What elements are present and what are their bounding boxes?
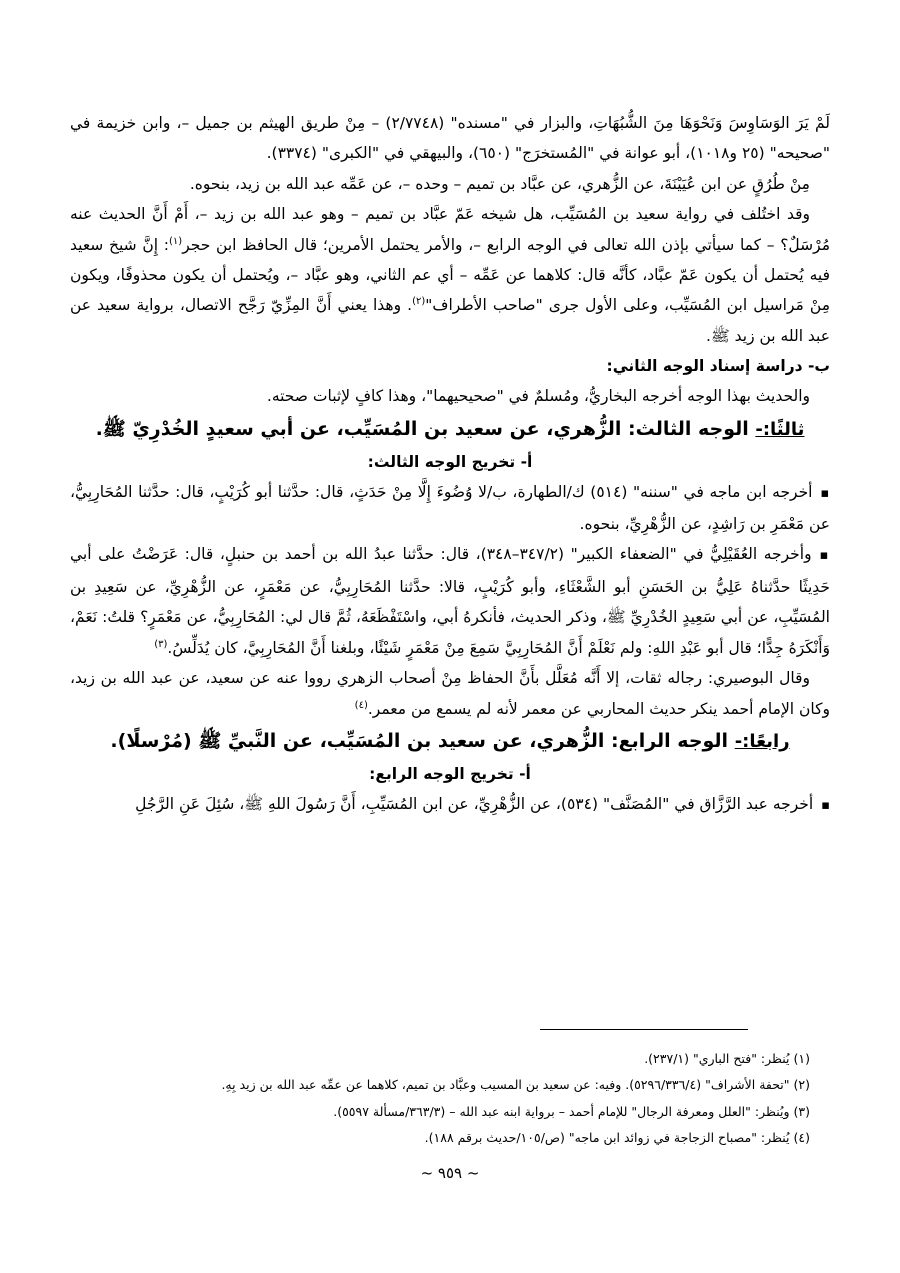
paragraph-8: ▪ أخرجه عبد الرَّزَّاق في "المُصَنَّف" (٥٣٤)، عن الزُّهْرِيِّ، عن ابن المُسَيِّبِ، أَنَّ رَسُولَ اللهِ ﷺ، سُئِلَ عَنِ الرَّجُلِ [70, 789, 830, 821]
paragraph-6 [70, 539, 830, 663]
heading-takhrij-third: أ- تخريج الوجه الثالث: [367, 452, 533, 471]
paragraph-7 [70, 663, 830, 724]
paragraph-7-text: وقال البوصيري: رجاله ثقات، إلا أَنَّه مُعَلَّل بأَنَّ الحفاظ مِنْ أصحاب الزهري رووا عنه عن سعيد، عن عبد الله بن زيد، وكان الإمام أحمد ينكر حديث المحاربي عن معمر لأنه لم يسمع من معمر. [70, 669, 830, 718]
paragraph-6-text: وأخرجه العُقَيْلِيُّ في "الضعفاء الكبير" (٣٤٧/٢–٣٤٨)، قال: حدَّثنا عبدُ الله بن أحمد بن حنبلٍ، قال: عَرَضْتُ على أبي حَدِيثًا حدَّثناهُ عَلِيُّ بن الحَسَنِ أبو الشَّعْثَاءِ، وأبو كُرَيْبٍ، قالا: حدَّثنا المُحَارِبِيُّ، عن مَعْمَرٍ، عن الزُّهْرِيِّ، عن سَعِيدِ بن المُسَيِّبِ، عن أبي سَعِيدٍ الخُدْرِيِّ ﷺ، وذكر الحديث، فأنكرهُ أبي، واسْتَفْظَعَهُ، ثُمَّ قال لي: المُحَارِبِيُّ، عن مَعْمَرٍ؟ قلتُ: نَعَمْ، وَأَنْكَرَهُ جِدًّا؛ قال أبو عَبْدِ اللهِ: ولم نَعْلَمْ أَنَّ المُحَارِبِيَّ سَمِعَ مِنْ مَعْمَرٍ شَيْئًا، وبلغنا أَنَّ المُحَارِبِيَّ، كان يُدَلِّسُ. [70, 545, 830, 657]
footnote-ref-1[interactable]: (١) [169, 235, 183, 247]
paragraph-5: ▪ أخرجه ابن ماجه في "سننه" (٥١٤) ك/الطهارة، ب/لا وُضُوءَ إِلَّا مِنْ حَدَثٍ، قال: حدَّثنا أبو كُرَيْبٍ، قال: حدَّثنا المُحَارِبِيُّ، عن مَعْمَرِ بن رَاشِدٍ، عن الزُّهْرِيِّ، بنحوه. [70, 477, 830, 540]
page-body [70, 108, 830, 821]
heading-third-prefix: ثالثًا:- [755, 418, 805, 440]
heading-fourth-title: الوجه الرابع: الزُّهري، عن سعيد بن المُسَيِّب، عن النَّبيِّ ﷺ (مُرْسلًا). [110, 729, 735, 752]
heading-fourth-prefix: رابعًا:- [734, 730, 790, 752]
heading-third-aspect [70, 412, 830, 447]
footnote-1: (١) يُنظر: "فتح الباري" (٢٣٧/١). [644, 1051, 810, 1066]
paragraph-4: والحديث بهذا الوجه أخرجه البخاريُّ، ومُسلمٌ في "صحيحيهما"، وهذا كافٍ لإثبات صحته. [266, 387, 810, 406]
footnote-2: (٢) "تحفة الأشراف" (٥٢٩٦/٣٣٦/٤). وفيه: عن سعيد بن المسيب وعبَّاد بن تميم، كلاهما عن عمِّه عبد الله بن زيد بِهِ. [221, 1077, 810, 1093]
footnote-ref-2[interactable]: (٢) [412, 296, 426, 308]
paragraph-3-end: . وهذا يعني أَنَّ المِزِّيّ رَجَّح الاتصال، برواية سعيد عن عبد الله بن زيد ﷺ. [70, 296, 830, 345]
paragraph-3-text: وقد اختُلف في رواية سعيد بن المُسَيِّب، هل شيخه عَمّ عبَّاد بن تميم – وهو عبد الله بن زيد –، أَمْ أَنَّ الحديث عنه مُرْسَلٌ؟ – كما سيأتي بإذن الله تعالى في الوجه الرابع –، والأمر يحتمل الأمرين؛ قال الحافظ ابن حجر [70, 205, 830, 254]
footnote-ref-3[interactable]: (٣) [154, 638, 168, 650]
heading-fourth-aspect [70, 724, 830, 759]
heading-takhrij-fourth: أ- تخريج الوجه الرابع: [369, 764, 531, 783]
heading-study-second: ب- دراسة إسناد الوجه الثاني: [606, 357, 830, 376]
footnote-ref-4[interactable]: (٤) [354, 699, 368, 711]
page-number: ~ ٩٥٩ ~ [420, 1164, 480, 1182]
paragraph-3-continued: : إِنَّ شيخ سعيد فيه يُحتمل أن يكون عَمّ عبَّاد، كأنَّه قال: كلاهما عن عَمِّه – أي عم الثاني، وهو عبَّاد –، ويُحتمل أن يكون محذوفًا، ويكون مِنْ مَراسيل ابن المُسَيِّب، وعلى الأول جرى "صاحب الأطراف" [70, 235, 831, 315]
footnote-divider [540, 1029, 748, 1030]
heading-third-title: الوجه الثالث: الزُّهري، عن سعيد بن المُسَيِّب، عن أبي سعيدٍ الخُدْرِيّ ﷺ. [95, 417, 756, 440]
paragraph-3 [70, 199, 830, 351]
footnote-3: (٣) ويُنظر: "العلل ومعرفة الرجال" للإمام أحمد – برواية ابنه عبد الله – (٣٦٣/٣/مسألة ٥٥٩٧). [333, 1103, 810, 1119]
paragraph-1: لَمْ يَرَ الوَسَاوِسَ وَنَحْوَهَا مِنَ الشُّبُهَاتِ، والبزار في "مسنده" (٢/٧٧٤٨) – مِنْ طريق الهيثم بن جميل –، وابن خزيمة في "صحيحه" (٢٥ و١٠١٨)، أبو عوانة في "المُستخرَج" (٦٥٠)، والبيهقي في "الكبرى" (٣٣٧٤). [70, 114, 830, 163]
footnotes [70, 1046, 810, 1151]
footnote-4: (٤) يُنظر: "مصباح الزجاجة في زوائد ابن ماجه" (ص/١٠٥/حديث برقم ١٨٨). [424, 1129, 810, 1145]
paragraph-2: مِنْ طُرُقٍ عن ابن عُيَيْنَةَ، عن الزُّهري، عن عبَّاد بن تميم – وحده –، عن عَمِّه عبد الله بن زيد، بنحوه. [189, 174, 810, 193]
